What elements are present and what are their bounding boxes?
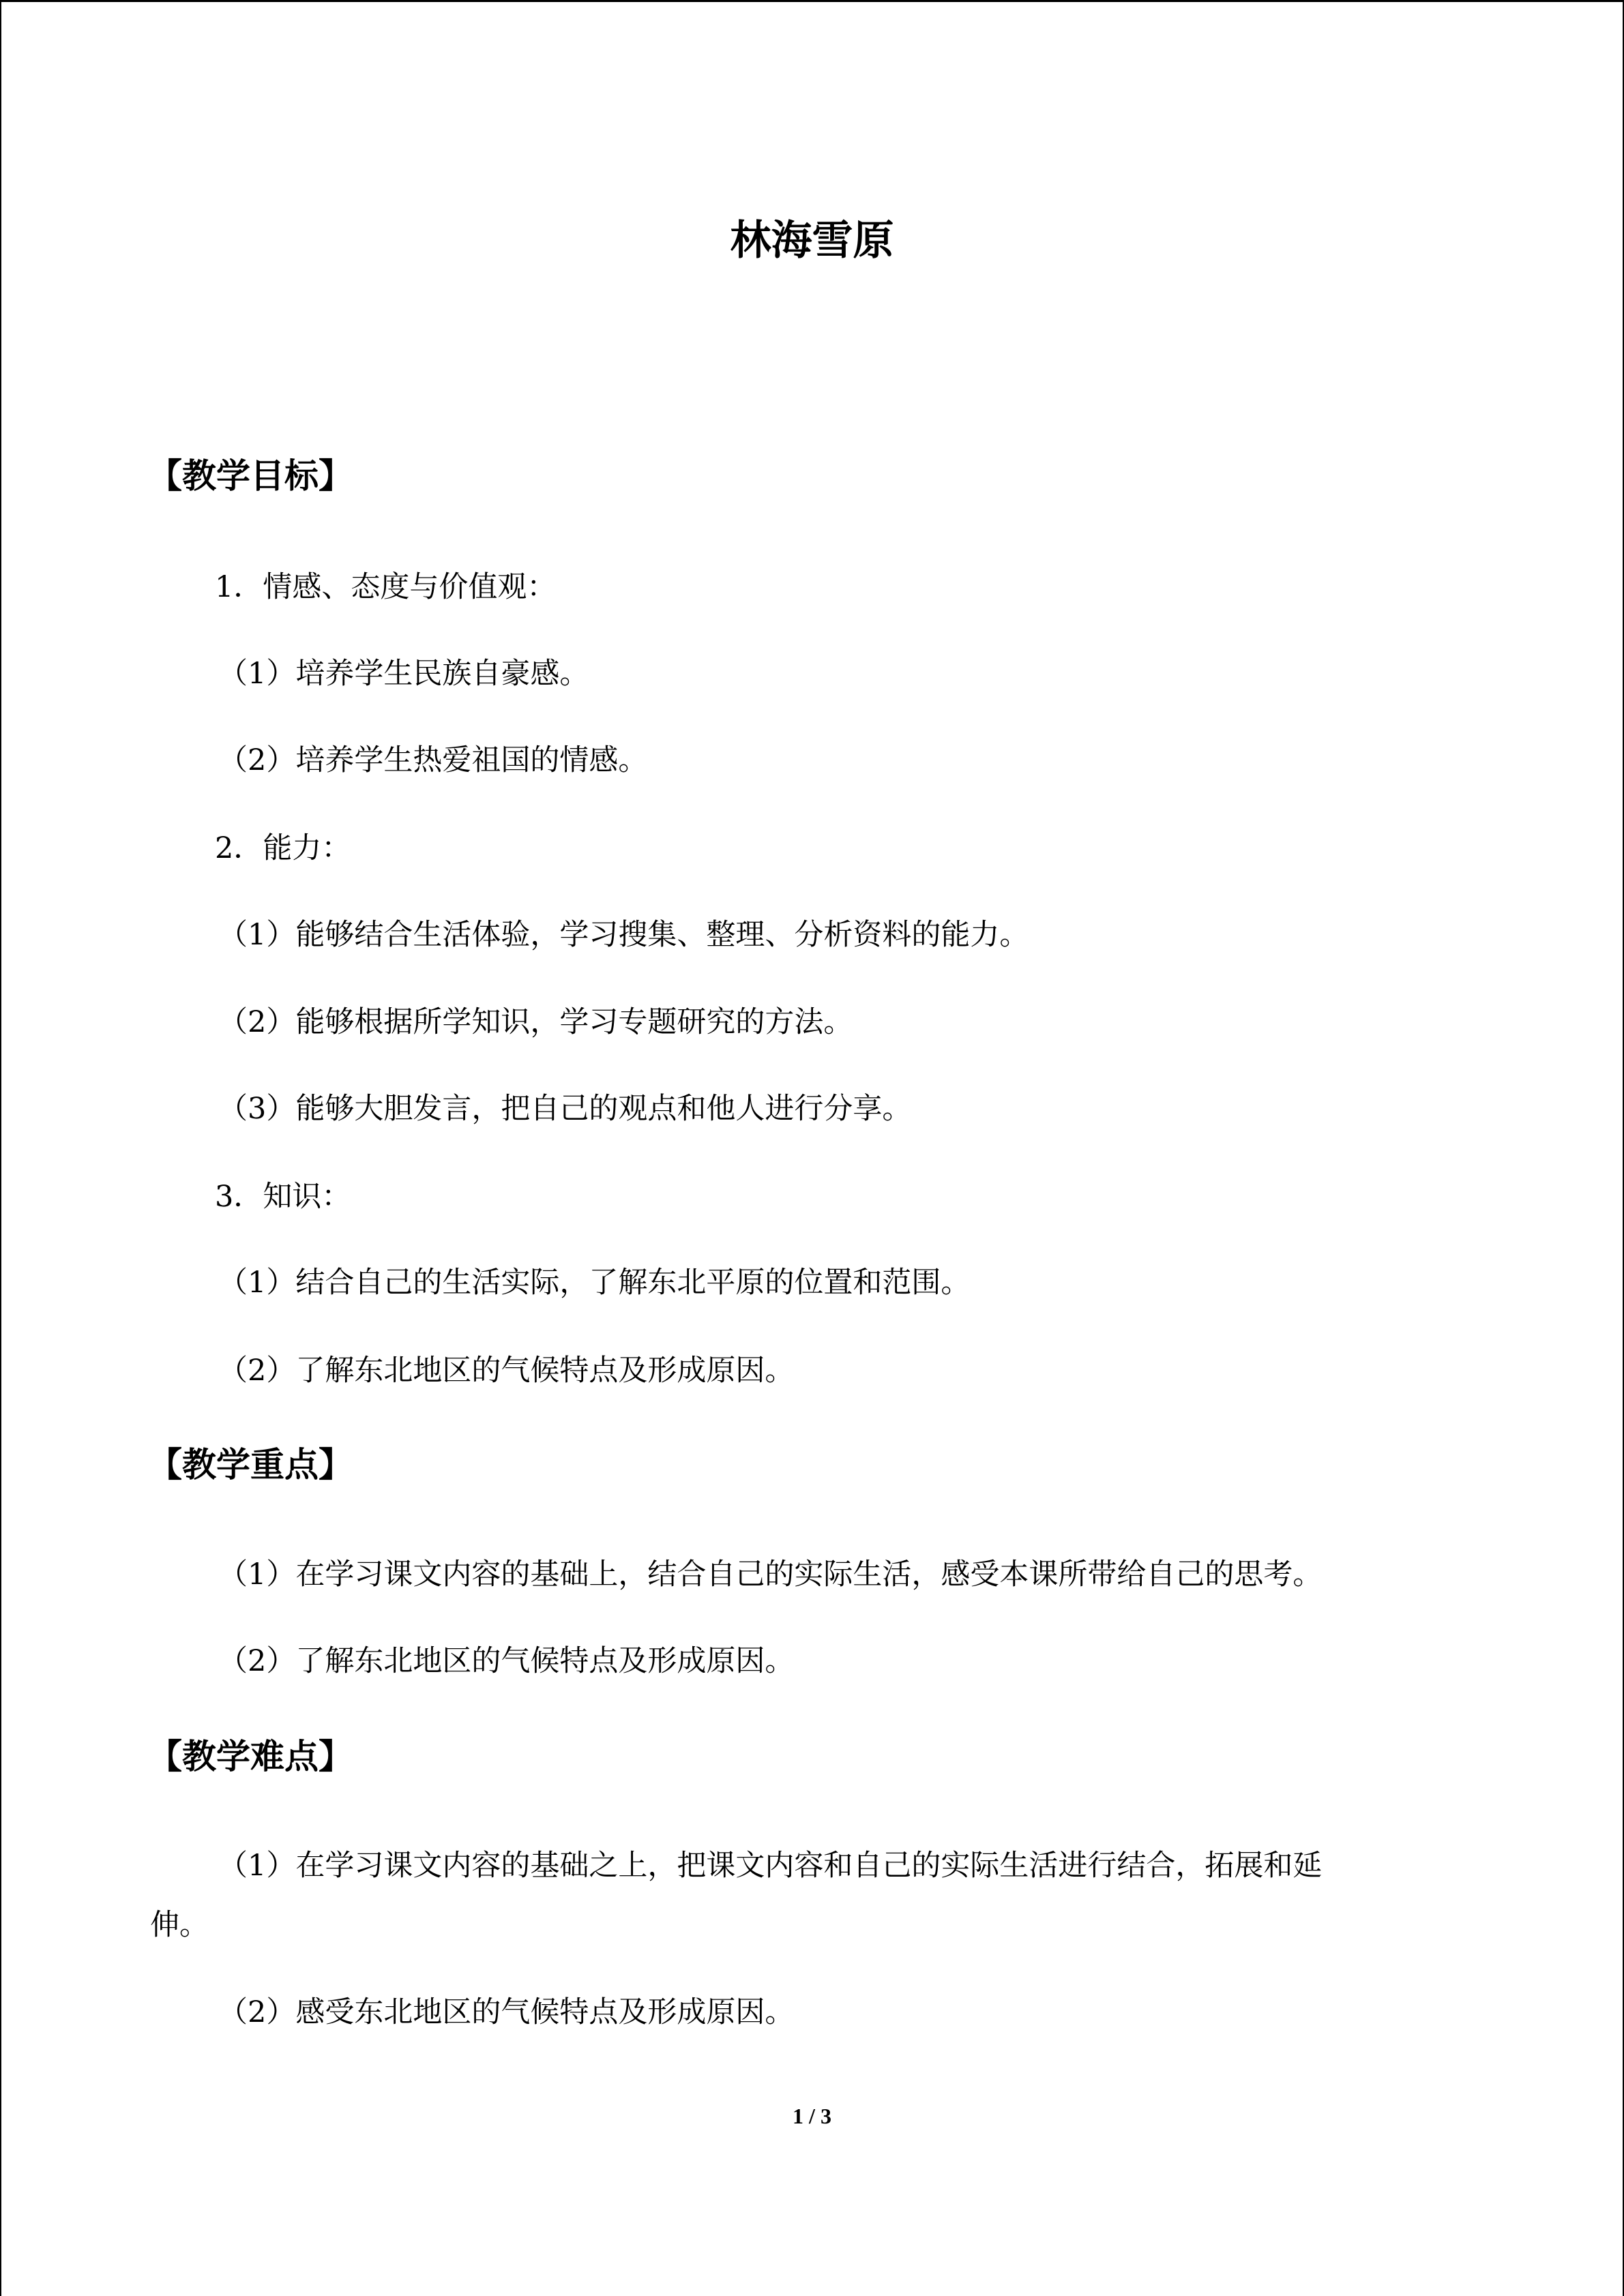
key-point-2: （2）了解东北地区的气候特点及形成原因。 xyxy=(218,1644,795,1678)
heading-teaching-key-points: 【教学重点】 xyxy=(148,1445,353,1485)
objective-emotion-2: （2）培养学生热爱祖国的情感。 xyxy=(218,743,648,777)
document-title: 林海雪原 xyxy=(730,217,894,265)
heading-teaching-difficulties: 【教学难点】 xyxy=(148,1737,353,1776)
objective-knowledge-2: （2）了解东北地区的气候特点及形成原因。 xyxy=(218,1354,795,1388)
difficulty-1-line-1: （1）在学习课文内容的基础之上，把课文内容和自己的实际生活进行结合，拓展和延 xyxy=(218,1849,1323,1883)
key-point-1: （1）在学习课文内容的基础上，结合自己的实际生活，感受本课所带给自己的思考。 xyxy=(218,1557,1323,1592)
difficulty-2: （2）感受东北地区的气候特点及形成原因。 xyxy=(218,1995,795,2029)
page-number: 1 / 3 xyxy=(793,2104,831,2128)
objective-ability: 2．能力： xyxy=(215,831,351,865)
difficulty-1-line-2: 伸。 xyxy=(150,1908,209,1942)
objective-knowledge-1: （1）结合自己的生活实际，了解东北平原的位置和范围。 xyxy=(218,1266,971,1300)
objective-ability-2: （2）能够根据所学知识，学习专题研究的方法。 xyxy=(218,1005,853,1039)
heading-teaching-objectives: 【教学目标】 xyxy=(148,456,353,496)
objective-emotion-1: （1）培养学生民族自豪感。 xyxy=(218,657,589,691)
objective-ability-3: （3）能够大胆发言，把自己的观点和他人进行分享。 xyxy=(218,1092,912,1126)
objective-ability-1: （1）能够结合生活体验，学习搜集、整理、分析资料的能力。 xyxy=(218,918,1029,952)
objective-emotion: 1．情感、态度与价值观： xyxy=(215,570,557,604)
objective-knowledge: 3．知识： xyxy=(215,1180,351,1214)
